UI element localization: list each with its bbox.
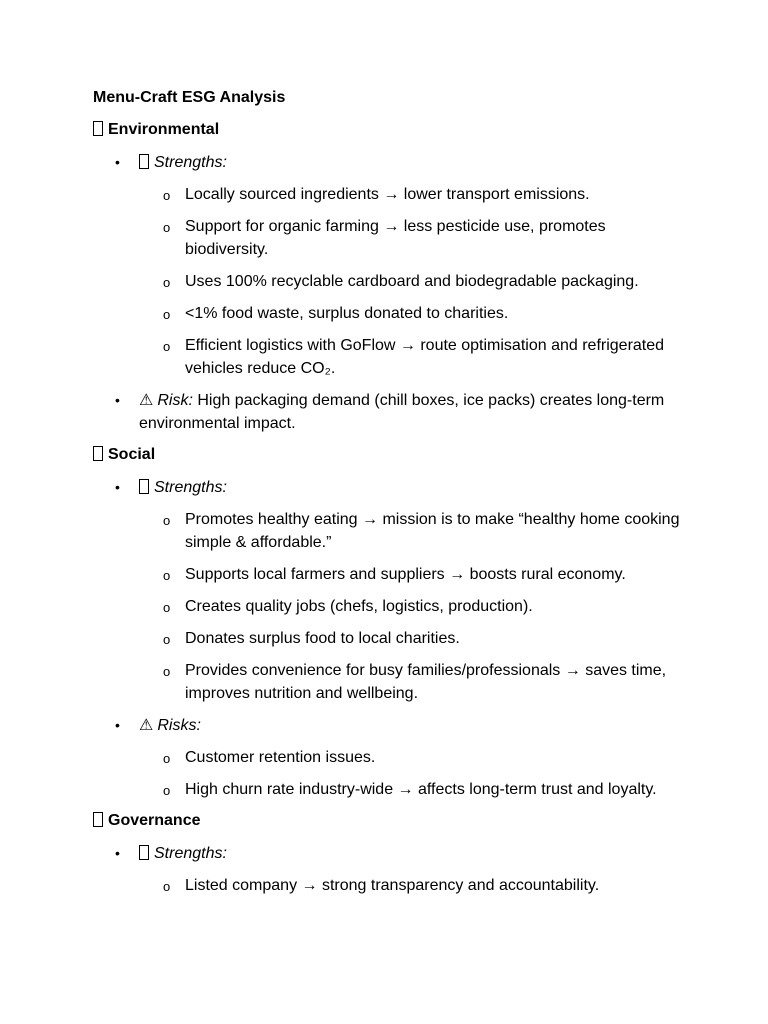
section-heading-governance: [93, 810, 683, 832]
sub-item-text: Donates surplus food to local charities.: [185, 630, 460, 647]
circle-bullet-icon: o: [163, 783, 171, 798]
sub-list: [139, 183, 683, 380]
warning-icon: ⚠: [139, 392, 154, 409]
circle-bullet-icon: o: [163, 188, 171, 203]
list-item: [93, 842, 683, 897]
list-item: [93, 714, 683, 801]
sub-list: [139, 508, 683, 705]
sub-list: [139, 746, 683, 801]
sub-list-item: [139, 334, 683, 380]
item-label: Strengths:: [154, 479, 227, 496]
sub-list-item: [139, 874, 683, 897]
warning-icon: ⚠: [139, 717, 154, 734]
sub-item-text: Listed company → strong transparency and accountability.: [185, 877, 600, 894]
sub-item-text: Locally sourced ingredients → lower transport emissions.: [185, 186, 590, 203]
sub-list-item: [139, 627, 683, 650]
sub-list-item: [139, 659, 683, 705]
circle-bullet-icon: o: [163, 513, 171, 528]
section-list-environmental: [93, 151, 683, 435]
list-item: [93, 476, 683, 705]
missing-glyph-icon: [93, 121, 103, 136]
document-body: [93, 87, 683, 906]
circle-bullet-icon: o: [163, 568, 171, 583]
bullet-icon: •: [115, 479, 120, 495]
section-heading-social: [93, 444, 683, 466]
bullet-icon: •: [115, 154, 120, 170]
section-heading-text: Governance: [108, 812, 201, 829]
sub-item-text: Efficient logistics with GoFlow → route optimisation and refrigerated vehicles reduce CO₂.: [185, 337, 665, 377]
item-label: Risk:: [157, 392, 193, 409]
sub-list-item: [139, 778, 683, 801]
sub-list-item: [139, 508, 683, 554]
circle-bullet-icon: o: [163, 664, 171, 679]
bullet-icon: •: [115, 717, 120, 733]
sub-item-text: High churn rate industry-wide → affects long-term trust and loyalty.: [185, 781, 657, 798]
sub-item-text: Promotes healthy eating → mission is to make “healthy home cooking simple & affordable.”: [185, 511, 680, 551]
missing-glyph-icon: [139, 845, 149, 860]
circle-bullet-icon: o: [163, 275, 171, 290]
sub-list: [139, 874, 683, 897]
sections-container: [93, 119, 683, 897]
sub-list-item: [139, 595, 683, 618]
bullet-icon: •: [115, 392, 120, 408]
sub-list-item: [139, 302, 683, 325]
sub-list-item: [139, 270, 683, 293]
circle-bullet-icon: o: [163, 220, 171, 235]
missing-glyph-icon: [139, 479, 149, 494]
section-heading-text: Environmental: [108, 121, 220, 138]
sub-item-text: Customer retention issues.: [185, 749, 376, 766]
sub-list-item: [139, 183, 683, 206]
section-heading-text: Social: [108, 446, 156, 463]
item-label: Strengths:: [154, 845, 227, 862]
circle-bullet-icon: o: [163, 339, 171, 354]
sub-item-text: Provides convenience for busy families/professionals → saves time, improves nutrition and wellbeing.: [185, 662, 667, 702]
sub-item-text: Uses 100% recyclable cardboard and biodegradable packaging.: [185, 273, 639, 290]
circle-bullet-icon: o: [163, 751, 171, 766]
circle-bullet-icon: o: [163, 879, 171, 894]
circle-bullet-icon: o: [163, 307, 171, 322]
document-title: Menu-Craft ESG Analysis: [93, 89, 286, 106]
circle-bullet-icon: o: [163, 600, 171, 615]
item-text: High packaging demand (chill boxes, ice packs) creates long-term environmental impact.: [139, 392, 665, 432]
list-item: [93, 389, 683, 435]
missing-glyph-icon: [139, 154, 149, 169]
item-label: Strengths:: [154, 154, 227, 171]
section-list-social: [93, 476, 683, 801]
bullet-icon: •: [115, 845, 120, 861]
sub-item-text: Supports local farmers and suppliers → boosts rural economy.: [185, 566, 626, 583]
sub-list-item: [139, 215, 683, 261]
section-heading-environmental: [93, 119, 683, 141]
item-label: Risks:: [157, 717, 201, 734]
sub-item-text: Support for organic farming → less pesticide use, promotes biodiversity.: [185, 218, 606, 258]
section-list-governance: [93, 842, 683, 897]
missing-glyph-icon: [93, 446, 103, 461]
sub-item-text: Creates quality jobs (chefs, logistics, production).: [185, 598, 533, 615]
circle-bullet-icon: o: [163, 632, 171, 647]
sub-item-text: <1% food waste, surplus donated to charities.: [185, 305, 509, 322]
missing-glyph-icon: [93, 812, 103, 827]
list-item: [93, 151, 683, 380]
sub-list-item: [139, 563, 683, 586]
sub-list-item: [139, 746, 683, 769]
